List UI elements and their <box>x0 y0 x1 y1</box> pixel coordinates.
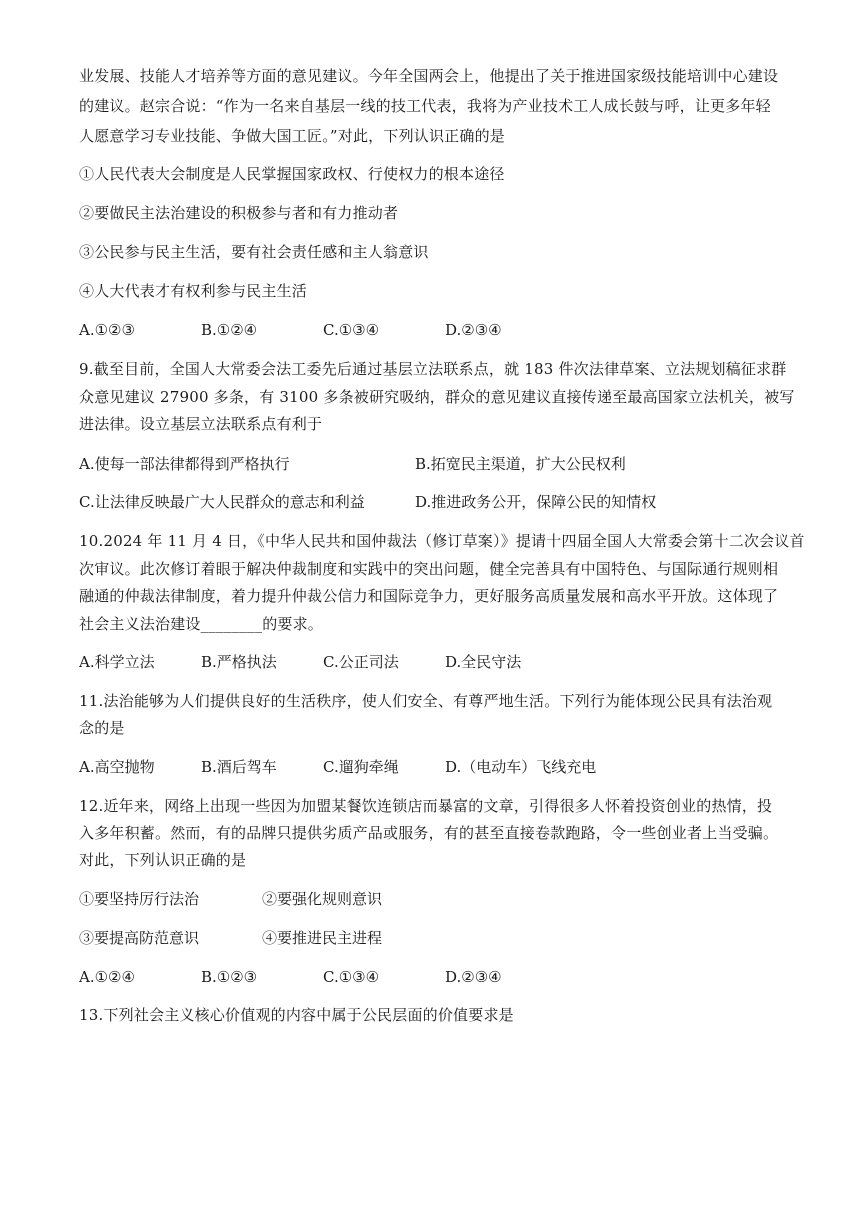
q8-options <box>79 320 799 340</box>
q12-statements-row-2 <box>79 928 799 948</box>
q10-line-4: 社会主义法治建设________的要求。 <box>79 615 324 633</box>
q12-statements-row-1 <box>79 889 799 909</box>
q12-statement-1: ①要坚持厉行法治 <box>79 890 200 908</box>
q9-option-a[interactable]: A.使每一部法律都得到严格执行 <box>79 455 290 473</box>
q10-line-2: 次审议。此次修订着眼于解决仲裁制度和实践中的突出问题，健全完善具有中国特色、与国际通行规则相 <box>79 560 779 578</box>
q10-options <box>79 652 799 672</box>
q12-option-b[interactable]: B.①②③ <box>201 968 258 986</box>
q8-option-c[interactable]: C.①③④ <box>323 321 380 339</box>
q8-intro-line-3: 人愿意学习专业技能、争做大国工匠。”对此，下列认识正确的是 <box>79 127 505 145</box>
q8-statement-4: ④人大代表才有权利参与民主生活 <box>79 282 308 300</box>
q12-options <box>79 967 799 987</box>
q9-line-1: 9.截至目前，全国人大常委会法工委先后通过基层立法联系点，就 183 件次法律草案、立法规划稿征求群 <box>79 360 787 378</box>
q11-options <box>79 757 799 777</box>
q10-option-b[interactable]: B.严格执法 <box>201 653 277 671</box>
q8-option-b[interactable]: B.①②④ <box>201 321 258 339</box>
q11-option-c[interactable]: C.遛狗牵绳 <box>323 758 399 776</box>
q11-line-1: 11.法治能够为人们提供良好的生活秩序，使人们安全、有尊严地生活。下列行为能体现公民具有法治观 <box>79 692 773 710</box>
q10-option-a[interactable]: A.科学立法 <box>79 653 155 671</box>
q12-line-3: 对此，下列认识正确的是 <box>79 851 247 869</box>
q9-line-2: 众意见建议 27900 多条，有 3100 多条被研究吸纳，群众的意见建议直接传递至最高国家立法机关，被写 <box>79 388 795 406</box>
q8-intro-line-1: 业发展、技能人才培养等方面的意见建议。今年全国两会上，他提出了关于推进国家级技能培训中心建设 <box>79 67 779 85</box>
q12-statement-2: ②要强化规则意识 <box>262 890 383 908</box>
q10-option-c[interactable]: C.公正司法 <box>323 653 399 671</box>
q9-options-row-2 <box>79 492 799 512</box>
q10-line-3: 融通的仲裁法律制度，着力提升仲裁公信力和国际竞争力，更好服务高质量发展和高水平开放。这体现了 <box>79 587 779 605</box>
q11-line-2: 念的是 <box>79 719 125 737</box>
q12-option-d[interactable]: D.②③④ <box>445 968 502 986</box>
q12-option-c[interactable]: C.①③④ <box>323 968 380 986</box>
q11-option-b[interactable]: B.酒后驾车 <box>201 758 277 776</box>
q9-option-d[interactable]: D.推进政务公开，保障公民的知情权 <box>415 493 657 511</box>
q10-line-1: 10.2024 年 11 月 4 日，《中华人民共和国仲裁法（修订草案）》提请十四届全国人大常委会第十二次会议首 <box>79 532 805 550</box>
q10-option-d[interactable]: D.全民守法 <box>445 653 522 671</box>
q12-statement-4: ④要推进民主进程 <box>262 929 383 947</box>
q12-line-2: 入多年积蓄。然而，有的品牌只提供劣质产品或服务，有的甚至直接卷款跑路，令一些创业者上当受骗。 <box>79 824 779 842</box>
q12-option-a[interactable]: A.①②④ <box>79 968 135 986</box>
q9-option-c[interactable]: C.让法律反映最广大人民群众的意志和利益 <box>79 493 365 511</box>
q8-statement-3: ③公民参与民主生活，要有社会责任感和主人翁意识 <box>79 243 429 261</box>
q12-line-1: 12.近年来，网络上出现一些因为加盟某餐饮连锁店而暴富的文章，引得很多人怀着投资创业的热情，投 <box>79 797 773 815</box>
q9-option-b[interactable]: B.拓宽民主渠道，扩大公民权利 <box>415 455 626 473</box>
q11-option-d[interactable]: D.（电动车）飞线充电 <box>445 758 597 776</box>
q12-statement-3: ③要提高防范意识 <box>79 929 200 947</box>
q8-intro-line-2: 的建议。赵宗合说：“作为一名来自基层一线的技工代表，我将为产业技术工人成长鼓与呼，让更多年轻 <box>79 97 771 115</box>
q11-option-a[interactable]: A.高空抛物 <box>79 758 155 776</box>
q8-option-a[interactable]: A.①②③ <box>79 321 135 339</box>
q9-options-row-1 <box>79 454 799 474</box>
q8-option-d[interactable]: D.②③④ <box>445 321 502 339</box>
q8-statement-2: ②要做民主法治建设的积极参与者和有力推动者 <box>79 204 399 222</box>
q8-statement-1: ①人民代表大会制度是人民掌握国家政权、行使权力的根本途径 <box>79 165 505 183</box>
q13-line-1: 13.下列社会主义核心价值观的内容中属于公民层面的价值要求是 <box>79 1006 514 1024</box>
q9-line-3: 进法律。设立基层立法联系点有利于 <box>79 415 323 433</box>
